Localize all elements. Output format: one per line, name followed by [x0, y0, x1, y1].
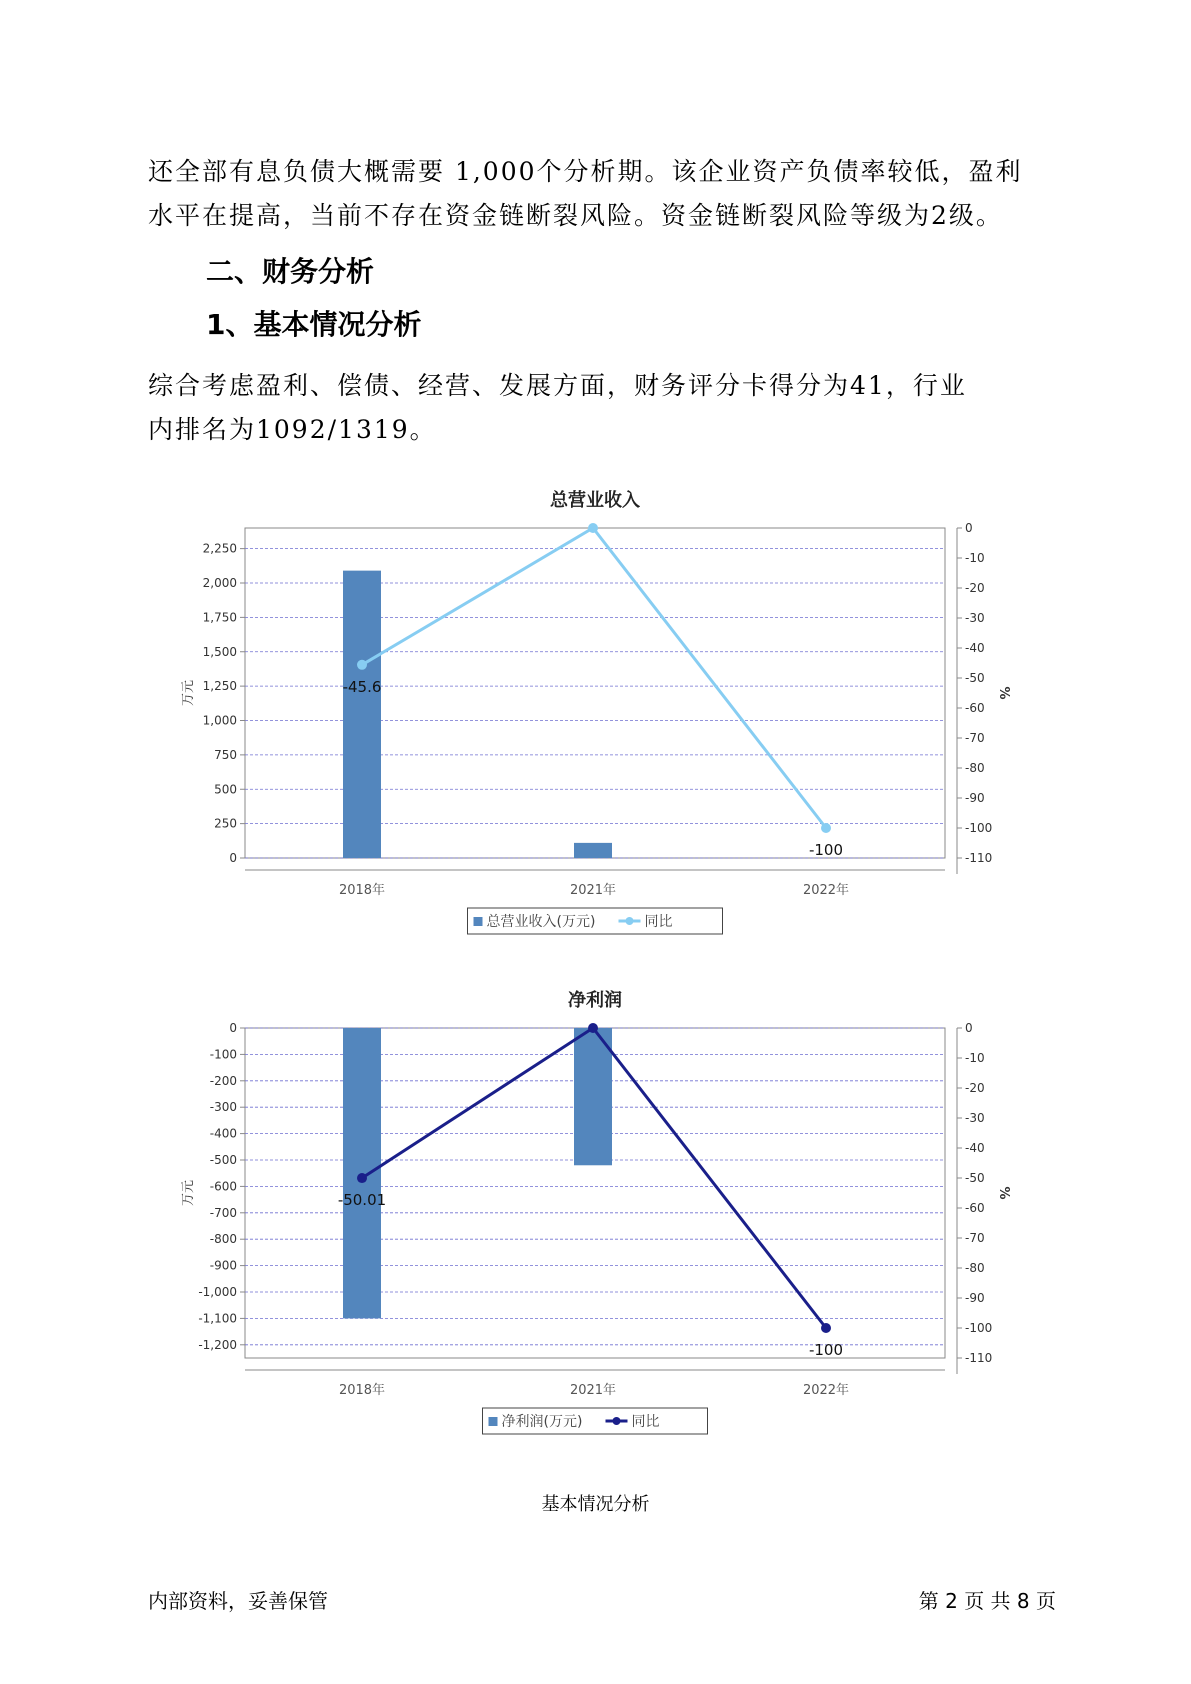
left-axis-tick-label: 0 [229, 851, 237, 865]
right-axis-tick-label: -70 [965, 1231, 985, 1245]
left-axis-tick-label: 500 [214, 782, 237, 797]
right-axis-tick-label: 0 [965, 521, 973, 535]
left-axis-tick-label: 1,000 [202, 713, 237, 728]
right-axis-tick-label: -100 [965, 821, 993, 835]
right-axis-tick-label: -70 [965, 731, 985, 745]
data-label: -50.01 [337, 1191, 387, 1210]
left-axis-tick-label: -1,000 [198, 1285, 237, 1299]
legend-swatch-bar [489, 1417, 498, 1426]
left-axis-tick-label: 1,750 [202, 610, 237, 625]
left-axis-label: 万元 [181, 1179, 196, 1207]
left-axis-tick-label: 2,250 [202, 541, 237, 556]
paragraph-score [148, 364, 1046, 452]
paragraph-line: 水平在提高，当前不存在资金链断裂风险。资金链断裂风险等级为2级。 [148, 201, 1003, 230]
legend-swatch-point [613, 1417, 621, 1425]
x-axis-tick-label: 2018年 [338, 883, 386, 898]
data-label: -100 [808, 1341, 844, 1359]
net-profit-chart [150, 978, 1040, 1440]
line-point [821, 1323, 831, 1333]
left-axis-tick-label: 1,500 [202, 644, 237, 659]
bar [574, 1028, 612, 1165]
x-axis-tick-label: 2022年 [802, 1383, 850, 1398]
bar [343, 571, 381, 858]
right-axis-tick-label: -110 [965, 851, 993, 865]
left-axis-tick-label: -600 [209, 1179, 237, 1194]
right-axis-tick-label: -80 [965, 1261, 985, 1275]
left-axis-tick-label: -200 [209, 1073, 237, 1088]
right-axis-tick-label: -100 [965, 1321, 993, 1335]
right-axis-tick-label: -30 [965, 611, 985, 625]
paragraph-line: 内排名为1092/1319。 [148, 415, 437, 444]
left-axis-tick-label: -900 [209, 1258, 237, 1273]
legend-swatch-bar [474, 917, 483, 926]
chart-title: 总营业收入 [550, 490, 640, 511]
right-axis-tick-label: -40 [965, 1141, 985, 1155]
right-axis-tick-label: -60 [965, 701, 985, 715]
right-axis-tick-label: -20 [965, 1081, 985, 1095]
line-point [357, 660, 367, 670]
right-axis-tick-label: -90 [965, 1291, 985, 1305]
legend-label-bar: 净利润(万元) [501, 1414, 583, 1430]
legend-label-line: 同比 [644, 914, 673, 930]
footer-page-number: 第 2 页 共 8 页 [918, 1589, 1056, 1613]
left-axis-tick-label: -300 [209, 1100, 237, 1115]
left-axis-tick-label: -1,200 [198, 1337, 237, 1352]
x-axis-tick-label: 2022年 [802, 883, 850, 898]
line-point [821, 823, 831, 833]
line-point [357, 1173, 367, 1183]
bar [574, 843, 612, 858]
footer-confidential: 内部资料，妥善保管 [148, 1589, 328, 1613]
data-label: -100 [808, 841, 844, 859]
line-point [588, 523, 598, 533]
section-heading: 二、财务分析 [206, 255, 375, 288]
right-axis-tick-label: -110 [965, 1351, 993, 1365]
x-axis-tick-label: 2018年 [338, 1383, 386, 1398]
left-axis-tick-label: -500 [209, 1153, 237, 1167]
left-axis-tick-label: -1,100 [198, 1311, 237, 1326]
chart-title: 净利润 [568, 990, 622, 1011]
net-profit-chart-svg [150, 978, 1040, 1436]
paragraph-line: 综合考虑盈利、偿债、经营、发展方面，财务评分卡得分为41，行业 [148, 371, 967, 400]
left-axis-tick-label: -400 [209, 1126, 237, 1141]
right-axis-tick-label: -30 [965, 1111, 985, 1125]
legend-label-bar: 总营业收入(万元) [486, 914, 596, 930]
left-axis-tick-label: -800 [209, 1232, 237, 1247]
legend-swatch-point [626, 917, 634, 925]
legend-label-line: 同比 [631, 1414, 660, 1430]
right-axis-tick-label: -50 [965, 671, 985, 685]
subsection-heading: 1、基本情况分析 [206, 308, 422, 341]
x-axis-tick-label: 2021年 [569, 883, 617, 898]
right-axis-tick-label: -50 [965, 1171, 985, 1185]
right-axis-tick-label: -90 [965, 791, 985, 805]
x-axis-tick-label: 2021年 [569, 1383, 617, 1398]
left-axis-tick-label: -100 [209, 1047, 237, 1062]
left-axis-tick-label: 250 [214, 816, 237, 831]
line-point [588, 1023, 598, 1033]
right-axis-label: % [996, 686, 1011, 700]
left-axis-label: 万元 [181, 679, 196, 707]
data-label: -45.6 [342, 677, 382, 696]
revenue-chart-svg [150, 478, 1040, 936]
right-axis-tick-label: -40 [965, 641, 985, 655]
left-axis-tick-label: -700 [209, 1205, 237, 1220]
right-axis-label: % [996, 1186, 1011, 1200]
left-axis-tick-label: 0 [229, 1021, 237, 1035]
right-axis-tick-label: -10 [965, 1051, 985, 1065]
right-axis-tick-label: -60 [965, 1201, 985, 1215]
revenue-chart [150, 478, 1040, 940]
left-axis-tick-label: 750 [214, 747, 237, 762]
right-axis-tick-label: 0 [965, 1021, 973, 1035]
paragraph-funding-risk [148, 150, 1046, 238]
figure-caption: 基本情况分析 [541, 1494, 650, 1515]
left-axis-tick-label: 1,250 [202, 679, 237, 694]
left-axis-tick-label: 2,000 [202, 576, 237, 590]
paragraph-line: 还全部有息负债大概需要 1,000个分析期。该企业资产负债率较低，盈利 [148, 157, 1023, 186]
right-axis-tick-label: -20 [965, 581, 985, 595]
right-axis-tick-label: -80 [965, 761, 985, 775]
right-axis-tick-label: -10 [965, 551, 985, 565]
